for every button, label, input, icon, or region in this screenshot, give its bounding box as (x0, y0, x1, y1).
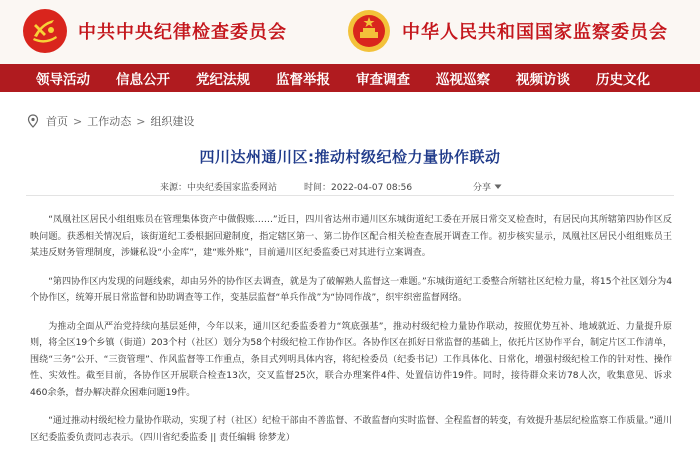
article-body (30, 212, 672, 458)
nav-item-inspection[interactable]: 巡视巡察 (436, 72, 490, 88)
article-source: 来源：中央纪委国家监委网站 (160, 183, 278, 193)
share-button[interactable] (473, 180, 502, 193)
article-paragraph: “凤凰社区居民小组组账员在管理集体资产中做假账……”近日，四川省达州市通川区东城街道纪工委在开展日常交叉检查时，有居民向其所辖第四协作区反映问题。获悉相关情况后，该街道纪工委根据回避制度，指定辖区第一、第二协作区配合相关检查查展开调查工作。初步核实显示，凤凰社区居民小组组账员王某违反财务管理制度，涉嫌私设“小金库”，建“账外账”，目前通川区纪委监委已对其进行立案调查。 (30, 215, 672, 258)
org-nsc[interactable] (346, 8, 668, 54)
nav-item-video[interactable]: 视频访谈 (516, 72, 570, 88)
breadcrumb-separator: > (136, 114, 146, 128)
breadcrumb-org-building[interactable]: 组织建设 (150, 115, 195, 128)
nav-item-history[interactable]: 历史文化 (596, 72, 650, 88)
national-emblem-icon (346, 8, 392, 54)
nav-item-investigation[interactable]: 审查调查 (356, 72, 410, 88)
article-time: 时间：2022-04-07 08:56 (304, 183, 413, 193)
nav-item-leadership[interactable]: 领导活动 (36, 72, 90, 88)
article-title: 四川达州通川区:推动村级纪检力量协作联动 (199, 148, 501, 166)
chevron-down-icon (494, 184, 502, 190)
meta-divider (26, 195, 674, 196)
location-pin-icon (26, 114, 40, 128)
site-header (0, 0, 700, 64)
breadcrumb-separator: > (73, 114, 83, 128)
org-nsc-name: 中华人民共和国国家监察委员会 (402, 22, 668, 43)
article-paragraph: “通过推动村级纪检力量协作联动，实现了村（社区）纪检干部由不善监督、不敢监督向实时监督、全程监督的转变，有效提升基层纪检监察工作质量。”通川区纪委监委负责同志表示。（四川省纪委监委 || 责任编辑 徐梦龙） (30, 416, 672, 443)
nav-item-report[interactable]: 监督举报 (276, 72, 330, 88)
org-ccdi-name: 中共中央纪律检查委员会 (78, 22, 287, 43)
nav-item-regulations[interactable]: 党纪法规 (196, 72, 250, 88)
breadcrumb-home[interactable]: 首页 (46, 115, 68, 128)
nav-item-info-disclosure[interactable]: 信息公开 (116, 72, 170, 88)
share-label: 分享 (473, 183, 492, 193)
party-emblem-icon (22, 8, 68, 54)
breadcrumb-work-news[interactable]: 工作动态 (87, 115, 132, 128)
article-paragraph: 为推动全面从严治党持续向基层延伸，今年以来，通川区纪委监委着力“筑底强基”，推动村级纪检力量协作联动，按照优势互补、地域就近、力量提升原则，将全区19个乡镇（街道）203个村（社区）划分为58个村级纪检工作协作区。各协作区在抓好日常监督的基础上，依托片区协作平台，制定片区工作清单，围绕“三务”公开、“三资管理”、作风监督等工作重点，条目式列明具体内容，将纪检委员（纪委书记）工作具体化、日常化，增强村级纪检工作的针对性、操作性、实效性。截至目前，各协作区开展联合检查13次，交叉监督25次，联合办理案件4件、处置信访件19件。同时，接待群众来访78人次，收集意见、诉求460余条，督办解决群众困难问题19件。 (30, 321, 672, 398)
org-ccdi[interactable] (22, 8, 287, 54)
article-paragraph: “第四协作区内发现的问题线索，却由另外的协作区去调查，就是为了破解熟人监督这一难题。”东城街道纪工委整合所辖社区纪检力量，将15个社区划分为4个协作区，统筹开展日常监督和协助调查等工作，变基层监督“单兵作战”为“协同作战”，织牢织密监督网络。 (30, 276, 672, 303)
article-meta (0, 180, 700, 194)
main-nav (0, 64, 700, 92)
breadcrumb (26, 113, 194, 129)
